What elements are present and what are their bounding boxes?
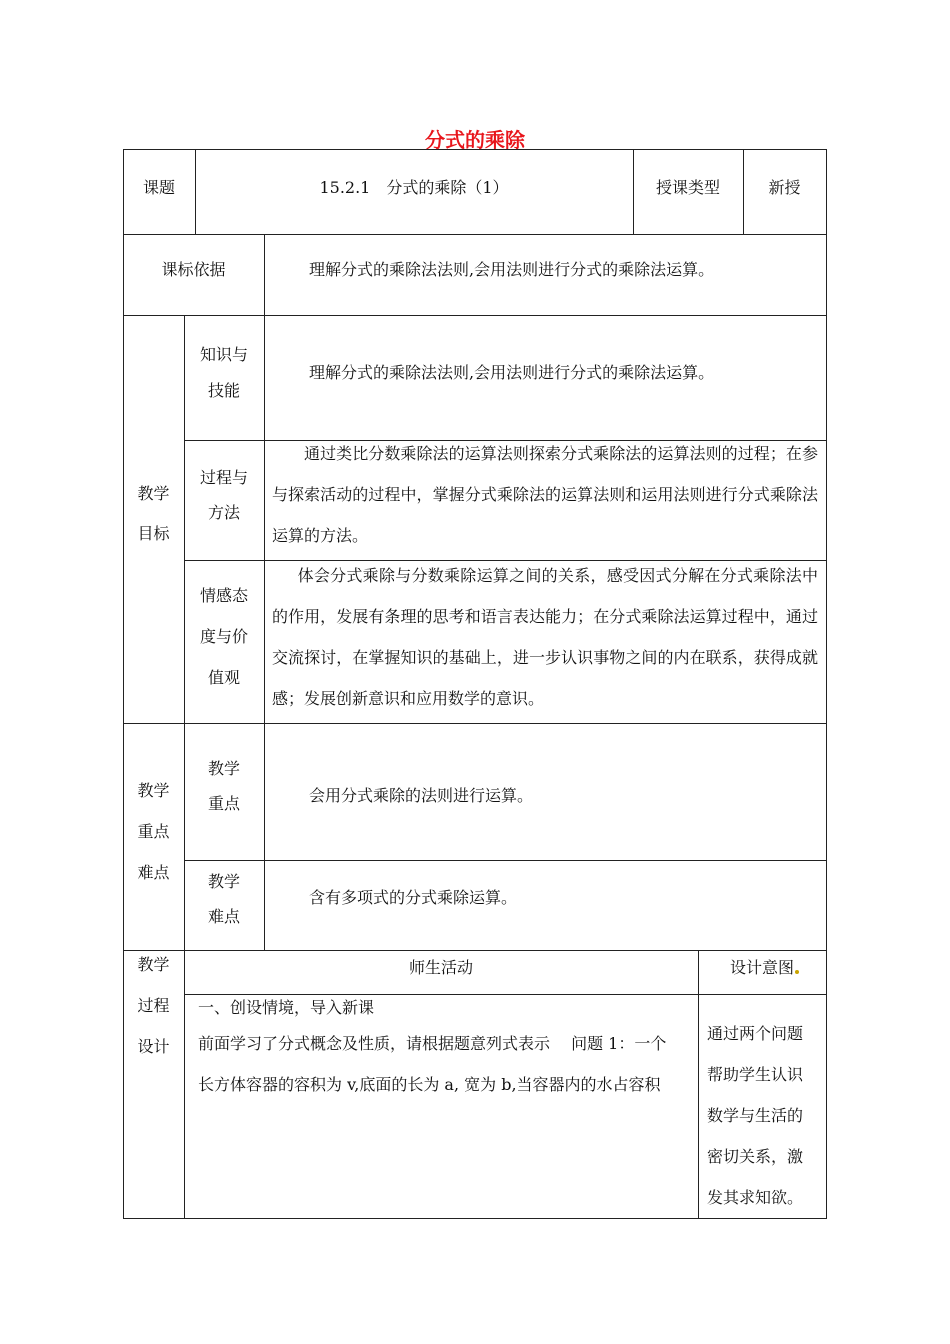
activity-line-2: 长方体容器的容积为 v,底面的长为 a, 宽为 b,当容器内的水占容积: [198, 1075, 661, 1094]
difficult-point-content: 含有多项式的分式乘除运算。: [309, 888, 518, 907]
intent-line-4: 密切关系，激: [707, 1147, 804, 1166]
intent-line-3: 数学与生活的: [707, 1106, 804, 1125]
attitude-label-1: 情感态: [199, 586, 248, 605]
section-heading: 一、创设情境，导入新课: [198, 998, 375, 1017]
intent-line-1: 通过两个问题: [707, 1024, 804, 1043]
activity-column-header: 师生活动: [408, 958, 473, 977]
difficult-point-label-2: 难点: [207, 907, 240, 926]
knowledge-label-1: 知识与: [199, 345, 248, 364]
intent-line-5: 发其求知欲。: [707, 1188, 804, 1207]
key-point-label-1: 教学: [207, 759, 240, 778]
process-design-label-2: 过程: [137, 996, 170, 1015]
key-point-content: 会用分式乘除的法则进行运算。: [309, 786, 534, 805]
mark-dot: [795, 970, 799, 974]
focus-label-3: 难点: [137, 863, 170, 882]
lesson-type-label: 授课类型: [655, 178, 720, 197]
basis-label: 课标依据: [161, 260, 226, 279]
intent-column-header: 设计意图: [730, 958, 799, 978]
page-title: 分式的乘除: [425, 128, 525, 152]
knowledge-content: 理解分式的乘除法法则,会用法则进行分式的乘除法运算。: [309, 363, 715, 382]
process-design-label-1: 教学: [137, 955, 170, 974]
process-label-2: 方法: [207, 503, 240, 522]
difficult-point-label-1: 教学: [207, 872, 240, 891]
attitude-label-3: 值观: [207, 668, 240, 687]
objectives-label-1: 教学: [137, 484, 170, 503]
lesson-label: 课题: [142, 178, 175, 197]
process-content: 通过类比分数乘除法的运算法则探索分式乘除法的运算法则的过程；在参与探索活动的过程中，掌握分式乘除法的运算法则和运用法则进行分式乘除法运算的方法。: [272, 444, 818, 545]
activity-line-1: 前面学习了分式概念及性质，请根据题意列式表示 问题 1：一个: [198, 1034, 667, 1053]
process-label-1: 过程与: [199, 468, 248, 487]
attitude-label-2: 度与价: [199, 627, 248, 646]
key-point-label-2: 重点: [207, 794, 240, 813]
focus-label-2: 重点: [137, 822, 170, 841]
process-design-label-3: 设计: [137, 1037, 170, 1056]
basis-content: 理解分式的乘除法法则,会用法则进行分式的乘除法运算。: [309, 260, 715, 279]
intent-line-2: 帮助学生认识: [707, 1065, 804, 1084]
attitude-content: 体会分式乘除与分数乘除运算之间的关系，感受因式分解在分式乘除法中的作用，发展有条理的思考和语言表达能力；在分式乘除法运算过程中，通过交流探讨，在掌握知识的基础上，进一步认识事物之间的内在联系，获得成就感；发展创新意识和应用数学的意识。: [272, 566, 818, 708]
focus-label-1: 教学: [137, 781, 170, 800]
knowledge-label-2: 技能: [207, 381, 240, 400]
objectives-label-2: 目标: [137, 524, 170, 543]
lesson-topic: 15.2.1 分式的乘除（1）: [319, 178, 509, 197]
lesson-type-value: 新授: [768, 178, 801, 197]
